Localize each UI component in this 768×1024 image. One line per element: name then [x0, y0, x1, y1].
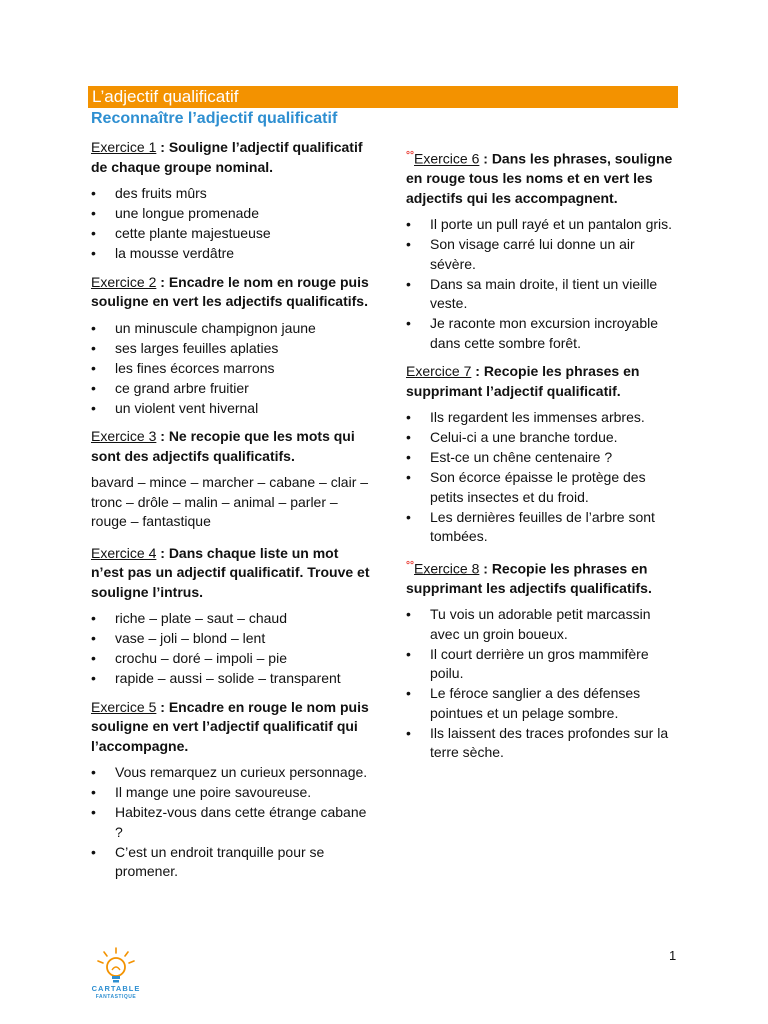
bullet-icon: • [91, 650, 96, 666]
exercise-heading [91, 138, 371, 177]
exercise-separator: : [156, 428, 169, 444]
bullet-icon: • [91, 399, 96, 416]
list-item [91, 359, 371, 379]
list-item-text: ses larges feuilles aplaties [115, 339, 279, 356]
list-item [406, 215, 678, 235]
list-item-text: cette plante majestueuse [115, 225, 271, 241]
cartable-fantastique-logo [86, 946, 146, 1008]
list-item [91, 204, 371, 224]
list-item-text: Tu vois un adorable petit marcassin avec un groin boueux. [430, 606, 651, 642]
list-item [406, 508, 678, 547]
list-item-text: des fruits mûrs [115, 185, 207, 201]
list-item-text: une longue promenade [115, 205, 260, 221]
exercise-separator: : [156, 544, 169, 561]
bullet-icon: • [91, 205, 96, 221]
exercise-item-list [406, 605, 678, 763]
bullet-icon: • [91, 185, 96, 201]
page-title: L’adjectif qualificatif [92, 87, 239, 106]
bullet-icon: • [406, 236, 411, 253]
page-title-bar [88, 86, 678, 108]
exercise-block [91, 138, 371, 264]
exercise-block [91, 427, 371, 532]
bullet-icon: • [91, 764, 96, 780]
list-item [406, 468, 678, 507]
list-item [91, 319, 371, 339]
list-item-text: ce grand arbre fruitier [115, 379, 249, 396]
bullet-icon: • [91, 843, 96, 860]
exercise-block [406, 362, 678, 547]
bullet-icon: • [91, 359, 96, 376]
list-item [91, 379, 371, 399]
difficulty-marker: °° [406, 559, 414, 571]
exercise-label: Exercice 6 [414, 150, 480, 167]
exercise-item-list [91, 184, 371, 264]
bullet-icon: • [406, 606, 411, 623]
list-item-text: Il mange une poire savoureuse. [115, 784, 312, 800]
page-subtitle: Reconnaître l’adjectif qualificatif [91, 110, 338, 127]
exercise-separator: : [479, 560, 492, 577]
bullet-icon: • [91, 319, 96, 336]
bullet-icon: • [406, 685, 411, 702]
right-column [406, 146, 678, 772]
exercise-label: Exercice 5 [91, 698, 157, 715]
bullet-icon: • [91, 225, 96, 241]
bullet-icon: • [406, 469, 411, 486]
list-item-text: Il court derrière un gros mammifère poilu. [430, 645, 649, 682]
list-item-text: Il porte un pull rayé et un pantalon gris. [430, 216, 673, 233]
exercise-instruction: Ne recopie que les mots qui sont des adjectifs qualificatifs. [91, 428, 355, 464]
logo-line1: CARTABLE [91, 984, 141, 993]
exercise-separator: : [156, 139, 169, 155]
list-item-text: Habitez-vous dans cette étrange cabane ? [115, 804, 367, 840]
exercise-separator: : [471, 363, 484, 380]
list-item [91, 649, 371, 669]
list-item [406, 448, 678, 468]
bullet-icon: • [91, 670, 96, 686]
exercise-item-list [91, 763, 371, 882]
bullet-icon: • [406, 216, 411, 233]
list-item-text: Les dernières feuilles de l’arbre sont tombées. [430, 508, 655, 545]
bullet-icon: • [91, 630, 96, 646]
exercise-heading [91, 544, 371, 603]
exercise-block [91, 698, 371, 882]
list-item-text: la mousse verdâtre [115, 245, 235, 261]
exercise-label: Exercice 4 [91, 544, 157, 561]
list-item-text: Celui-ci a une branche tordue. [430, 429, 618, 446]
bullet-icon: • [406, 508, 411, 525]
list-item [91, 783, 371, 803]
list-item-text: un minuscule champignon jaune [115, 319, 316, 336]
word-list-text: bavard – mince – marcher – cabane – clair – tronc – drôle – malin – animal – parler – rouge – fantastique [91, 474, 369, 529]
lightbulb-icon [86, 946, 146, 986]
list-item-text: Vous remarquez un curieux personnage. [115, 764, 368, 780]
list-item [91, 184, 371, 204]
list-item-text: les fines écorces marrons [115, 359, 275, 376]
bullet-icon: • [406, 429, 411, 446]
exercise-label: Exercice 8 [414, 560, 480, 577]
list-item-text: un violent vent hivernal [115, 399, 259, 416]
exercise-block [406, 146, 678, 353]
bullet-icon: • [91, 804, 96, 820]
exercise-item-list [91, 319, 371, 419]
list-item [406, 645, 678, 684]
exercise-heading [91, 698, 371, 757]
exercise-label: Exercice 7 [406, 363, 472, 380]
exercise-instruction: Dans les phrases, souligne en rouge tous les noms et en vert les adjectifs qui les accompagnent. [406, 150, 673, 206]
bullet-icon: • [91, 784, 96, 800]
exercise-heading [406, 362, 678, 401]
exercise-label: Exercice 1 [91, 139, 157, 155]
list-item [406, 724, 678, 763]
exercise-instruction: Encadre le nom en rouge puis souligne en vert les adjectifs qualificatifs. [91, 273, 369, 309]
exercise-heading [406, 146, 678, 208]
exercise-heading [91, 427, 371, 466]
list-item-text: Ils regardent les immenses arbres. [430, 409, 645, 426]
exercise-instruction: Dans chaque liste un mot n’est pas un adjectif qualificatif. Trouve et souligne l’intrus. [91, 544, 370, 600]
exercise-item-list [91, 609, 371, 689]
list-item [91, 843, 371, 882]
list-item [91, 244, 371, 264]
list-item-text: Ils laissent des traces profondes sur la terre sèche. [430, 724, 669, 761]
list-item [91, 669, 371, 689]
list-item [406, 235, 678, 274]
exercise-block [91, 273, 371, 419]
exercise-item-list [406, 215, 678, 353]
list-item [406, 314, 678, 353]
list-item [91, 399, 371, 419]
list-item-text: Le féroce sanglier a des défenses pointues et un pelage sombre. [430, 685, 641, 721]
list-item-text: Est-ce un chêne centenaire ? [430, 449, 613, 466]
exercise-heading [91, 273, 371, 312]
exercise-block [406, 556, 678, 763]
exercise-instruction: Recopie les phrases en supprimant les adjectifs qualificatifs. [406, 560, 652, 596]
logo-line2: FANTASTIQUE [95, 994, 137, 1000]
list-item [91, 339, 371, 359]
list-item [406, 428, 678, 448]
exercise-separator: : [479, 150, 492, 167]
list-item [91, 803, 371, 842]
bullet-icon: • [406, 409, 411, 426]
exercise-block [91, 544, 371, 689]
list-item [91, 763, 371, 783]
exercise-separator: : [156, 698, 169, 715]
list-item-text: Son visage carré lui donne un air sévère. [430, 236, 635, 272]
list-item-text: rapide – aussi – solide – transparent [115, 670, 341, 686]
list-item-text: riche – plate – saut – chaud [115, 610, 288, 626]
bullet-icon: • [406, 724, 411, 741]
list-item [406, 605, 678, 644]
bullet-icon: • [406, 275, 411, 292]
exercise-label: Exercice 2 [91, 273, 157, 290]
list-item-text: Je raconte mon excursion incroyable dans cette sombre forêt. [430, 315, 659, 351]
exercise-heading [406, 556, 678, 599]
list-item [406, 684, 678, 723]
bullet-icon: • [406, 315, 411, 332]
bullet-icon: • [91, 245, 96, 261]
list-item [91, 609, 371, 629]
exercise-instruction: Recopie les phrases en supprimant l’adjectif qualificatif. [406, 363, 640, 399]
page-number: 1 [669, 948, 677, 963]
exercise-label: Exercice 3 [91, 428, 157, 444]
list-item-text: Dans sa main droite, il tient un vieille veste. [430, 275, 658, 312]
exercise-instruction: Souligne l’adjectif qualificatif de chaque groupe nominal. [91, 139, 363, 175]
exercise-separator: : [156, 273, 169, 290]
logo-text [86, 985, 146, 1001]
bullet-icon: • [406, 645, 411, 662]
left-column [91, 138, 371, 891]
list-item-text: crochu – doré – impoli – pie [115, 650, 287, 666]
list-item-text: vase – joli – blond – lent [115, 630, 266, 646]
list-item-text: C’est un endroit tranquille pour se promener. [115, 843, 325, 879]
exercise-instruction: Encadre en rouge le nom puis souligne en vert l’adjectif qualificatif qui l’accompagne. [91, 698, 369, 754]
difficulty-marker: °° [406, 150, 414, 161]
bullet-icon: • [91, 339, 96, 356]
exercise-item-list [406, 408, 678, 547]
bullet-icon: • [91, 379, 96, 396]
list-item [91, 224, 371, 244]
list-item-text: Son écorce épaisse le protège des petits insectes et du froid. [430, 469, 646, 505]
list-item [91, 629, 371, 649]
bullet-icon: • [406, 449, 411, 466]
list-item [406, 275, 678, 314]
bullet-icon: • [91, 610, 96, 626]
list-item [406, 408, 678, 428]
